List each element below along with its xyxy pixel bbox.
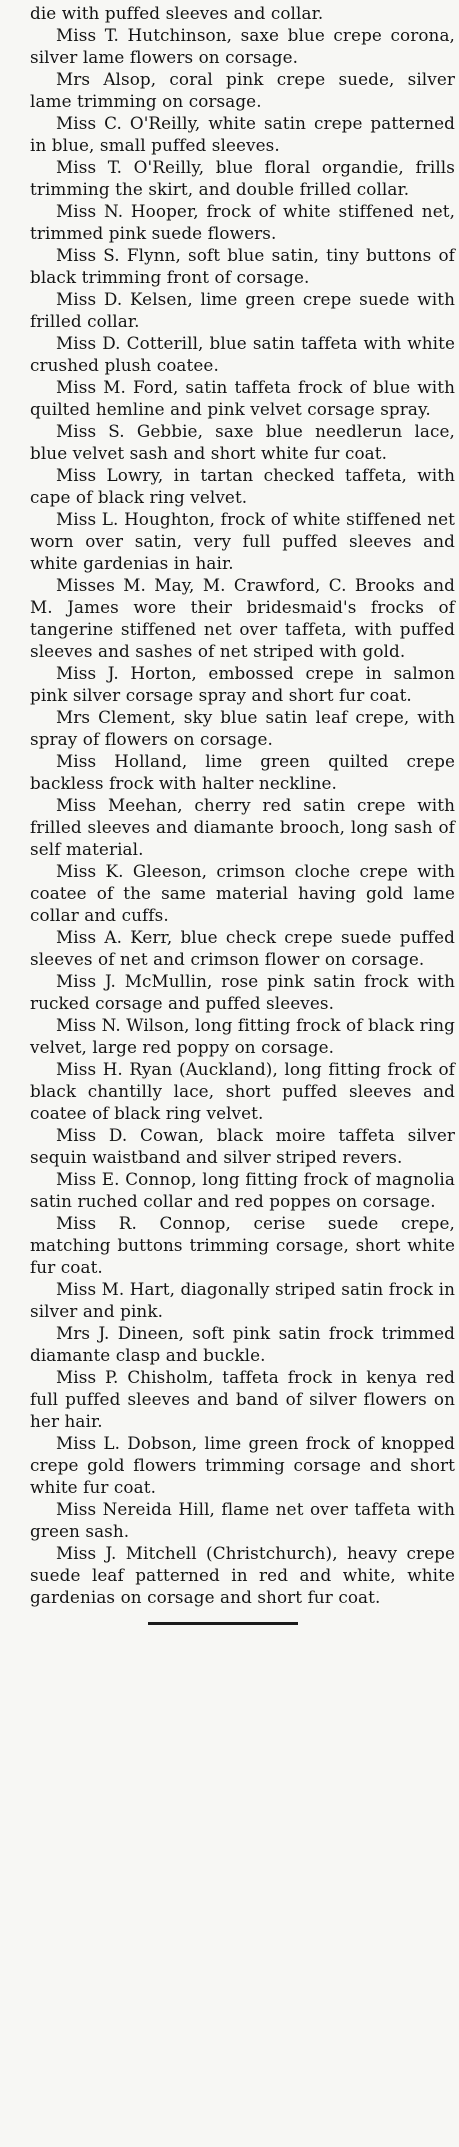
article-paragraph: Miss Nereida Hill, flame net over taffeta with green sash. xyxy=(30,1499,455,1541)
article-paragraph: Miss R. Connop, cerise suede crepe, matching buttons trimming corsage, short white fur coat. xyxy=(30,1213,455,1277)
article-paragraph: Mrs J. Dineen, soft pink satin frock trimmed diamante clasp and buckle. xyxy=(30,1323,455,1365)
article-paragraph: Miss C. O'Reilly, white satin crepe patterned in blue, small puffed sleeves. xyxy=(30,113,455,155)
end-of-article-rule xyxy=(148,1622,298,1625)
article-paragraph: Miss T. O'Reilly, blue floral organdie, frills trimming the skirt, and double frilled collar. xyxy=(30,157,455,199)
article-paragraph: Miss N. Hooper, frock of white stiffened net, trimmed pink suede flowers. xyxy=(30,201,455,243)
article-paragraph: Miss P. Chisholm, taffeta frock in kenya red full puffed sleeves and band of silver flowers on her hair. xyxy=(30,1367,455,1431)
article-paragraph: Mrs Clement, sky blue satin leaf crepe, with spray of flowers on corsage. xyxy=(30,707,455,749)
article-paragraph: Miss K. Gleeson, crimson cloche crepe with coatee of the same material having gold lame collar and cuffs. xyxy=(30,861,455,925)
article-paragraph: Misses M. May, M. Crawford, C. Brooks and M. James wore their bridesmaid's frocks of tangerine stiffened net over taffeta, with puffed sleeves and sashes of net striped with gold. xyxy=(30,575,455,661)
article-column xyxy=(30,2,455,1625)
article-paragraph: Miss D. Cotterill, blue satin taffeta with white crushed plush coatee. xyxy=(30,333,455,375)
article-paragraph: Miss Holland, lime green quilted crepe backless frock with halter neckline. xyxy=(30,751,455,793)
article-paragraph: die with puffed sleeves and collar. xyxy=(30,3,324,23)
article-paragraph: Miss S. Flynn, soft blue satin, tiny buttons of black trimming front of corsage. xyxy=(30,245,455,287)
article-paragraph: Miss N. Wilson, long fitting frock of black ring velvet, large red poppy on corsage. xyxy=(30,1015,455,1057)
article-paragraph: Miss M. Hart, diagonally striped satin frock in silver and pink. xyxy=(30,1279,455,1321)
article-paragraph: Miss Lowry, in tartan checked taffeta, with cape of black ring velvet. xyxy=(30,465,455,507)
article-paragraph: Miss J. McMullin, rose pink satin frock with rucked corsage and puffed sleeves. xyxy=(30,971,455,1013)
article-paragraph: Miss Meehan, cherry red satin crepe with frilled sleeves and diamante brooch, long sash of self material. xyxy=(30,795,455,859)
article-paragraph: Miss D. Cowan, black moire taffeta silver sequin waistband and silver striped revers. xyxy=(30,1125,455,1167)
article-paragraph: Miss S. Gebbie, saxe blue needlerun lace, blue velvet sash and short white fur coat. xyxy=(30,421,455,463)
article-paragraph: Miss M. Ford, satin taffeta frock of blue with quilted hemline and pink velvet corsage spray. xyxy=(30,377,455,419)
article-paragraph: Miss A. Kerr, blue check crepe suede puffed sleeves of net and crimson flower on corsage. xyxy=(30,927,455,969)
article-paragraph: Miss L. Houghton, frock of white stiffened net worn over satin, very full puffed sleeves and white gardenias in hair. xyxy=(30,509,455,573)
article-paragraph: Miss E. Connop, long fitting frock of magnolia satin ruched collar and red poppes on corsage. xyxy=(30,1169,455,1211)
article-paragraph: Miss J. Mitchell (Christchurch), heavy crepe suede leaf patterned in red and white, white gardenias on corsage and short fur coat. xyxy=(30,1543,455,1607)
article-paragraph: Miss D. Kelsen, lime green crepe suede with frilled collar. xyxy=(30,289,455,331)
article-paragraph: Miss H. Ryan (Auckland), long fitting frock of black chantilly lace, short puffed sleeves and coatee of black ring velvet. xyxy=(30,1059,455,1123)
article-paragraph: Miss T. Hutchinson, saxe blue crepe corona, silver lame flowers on corsage. xyxy=(30,25,455,67)
article-paragraph: Mrs Alsop, coral pink crepe suede, silver lame trimming on corsage. xyxy=(30,69,455,111)
article-paragraph: Miss J. Horton, embossed crepe in salmon pink silver corsage spray and short fur coat. xyxy=(30,663,455,705)
article-paragraph: Miss L. Dobson, lime green frock of knopped crepe gold flowers trimming corsage and short white fur coat. xyxy=(30,1433,455,1497)
